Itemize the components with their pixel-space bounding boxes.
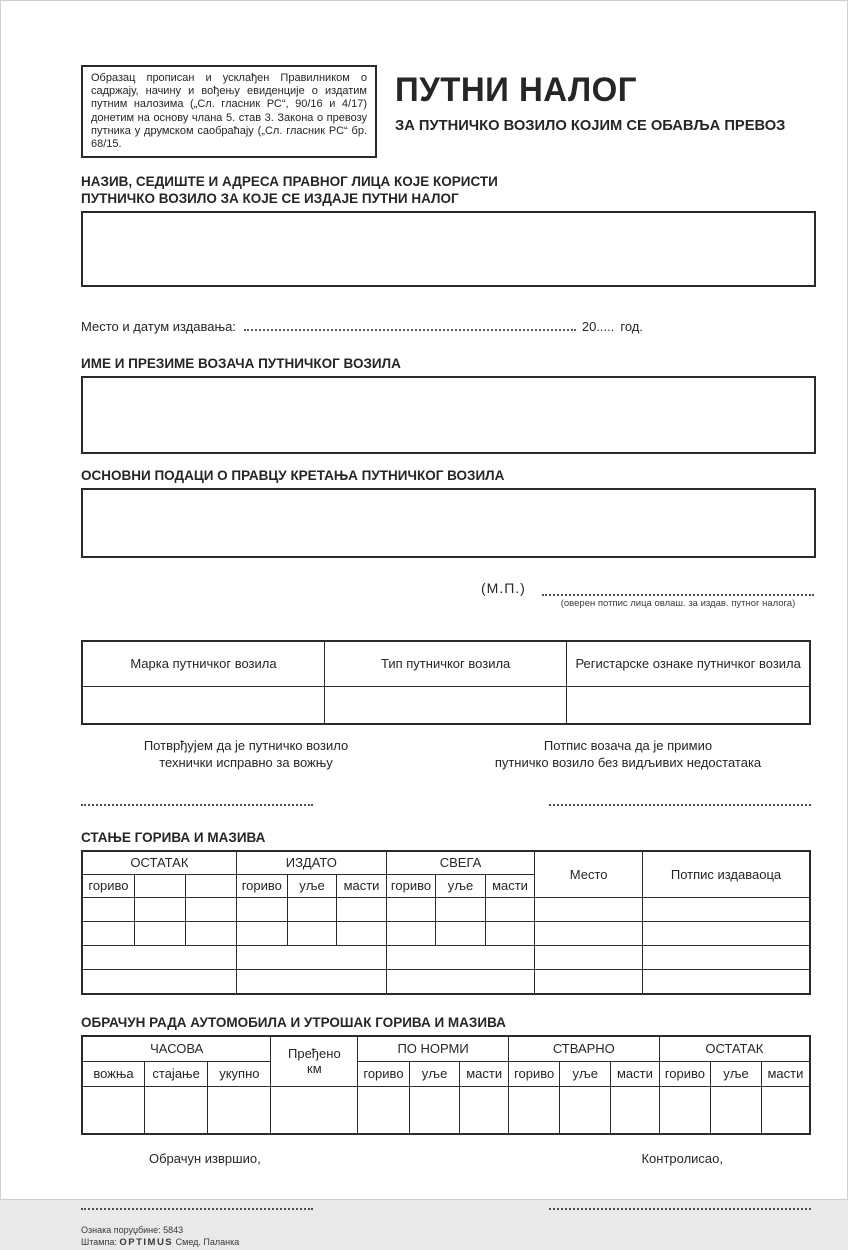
vehicle-table bbox=[81, 640, 811, 725]
calc-km-header-line1: Пређено bbox=[288, 1046, 341, 1062]
fuel-place-cell[interactable] bbox=[535, 921, 643, 945]
print-footer bbox=[81, 1224, 814, 1250]
issue-label: Место и датум издавања: bbox=[81, 318, 236, 334]
calc-norm-fuel-header: гориво bbox=[358, 1061, 409, 1086]
route-field[interactable] bbox=[81, 488, 816, 558]
fuel-place-cell[interactable] bbox=[535, 897, 643, 921]
fuel-cell[interactable] bbox=[436, 897, 486, 921]
calc-norm-group-header: ПО НОРМИ bbox=[358, 1036, 509, 1062]
company-field[interactable] bbox=[81, 211, 816, 287]
technical-confirmation-line1: Потврђујем да је путничко возило bbox=[143, 737, 349, 753]
vehicle-plate-cell[interactable] bbox=[567, 686, 810, 724]
fuel-place-cell[interactable] bbox=[535, 969, 643, 994]
fuel-cell[interactable] bbox=[337, 897, 387, 921]
fuel-cell[interactable] bbox=[236, 897, 287, 921]
vehicle-type-header: Тип путничког возила bbox=[324, 641, 566, 687]
order-code: Ознака поруџбине: 5843 bbox=[81, 1224, 184, 1235]
calc-group-header-row bbox=[82, 1036, 810, 1062]
fuel-cell[interactable] bbox=[236, 921, 287, 945]
fuel-remaining-col3-header bbox=[185, 874, 236, 897]
fuel-signature-cell[interactable] bbox=[643, 897, 811, 921]
company-heading-line1: НАЗИВ, СЕДИШТЕ И АДРЕСА ПРАВНОГ ЛИЦА КОЈЕ КОРИСТИ bbox=[81, 174, 498, 190]
calc-remaining-oil-header: уље bbox=[711, 1061, 762, 1086]
fuel-cell[interactable] bbox=[337, 921, 387, 945]
receipt-confirmation-text bbox=[442, 737, 814, 772]
calc-cell[interactable] bbox=[82, 1086, 145, 1134]
calc-table bbox=[81, 1035, 811, 1135]
calc-cell[interactable] bbox=[208, 1086, 271, 1134]
calc-subheader-row bbox=[82, 1061, 810, 1086]
fuel-remaining-merged-cell[interactable] bbox=[82, 969, 236, 994]
fuel-cell[interactable] bbox=[485, 897, 535, 921]
fuel-issued-fuel-header: гориво bbox=[236, 874, 287, 897]
calc-cell[interactable] bbox=[761, 1086, 810, 1134]
fuel-cell[interactable] bbox=[185, 897, 236, 921]
fuel-data-row-merged bbox=[82, 969, 810, 994]
fuel-total-merged-cell[interactable] bbox=[386, 945, 535, 969]
confirmation-row bbox=[81, 737, 814, 772]
calc-table-heading: ОБРАЧУН РАДА АУТОМОБИЛА И УТРОШАК ГОРИВА И МАЗИВА bbox=[81, 1014, 506, 1030]
technical-signature-line[interactable] bbox=[81, 802, 313, 806]
signoff-signature-lines bbox=[81, 1206, 811, 1210]
fuel-total-merged-cell[interactable] bbox=[386, 969, 535, 994]
calc-cell[interactable] bbox=[409, 1086, 460, 1134]
form-subtitle: ЗА ПУТНИЧКО ВОЗИЛО КОЈИМ СЕ ОБАВЉА ПРЕВОЗ bbox=[395, 117, 786, 134]
fuel-issuer-signature-header: Потпис издаваоца bbox=[643, 851, 811, 898]
vehicle-make-cell[interactable] bbox=[82, 686, 324, 724]
calc-actual-fuel-header: гориво bbox=[508, 1061, 559, 1086]
fuel-issued-oil-header: уље bbox=[287, 874, 337, 897]
stamp-row bbox=[81, 580, 814, 624]
fuel-cell[interactable] bbox=[386, 897, 436, 921]
issue-year-prefix: 20..... bbox=[581, 318, 615, 334]
fuel-cell[interactable] bbox=[134, 921, 185, 945]
technical-confirmation-text bbox=[81, 737, 411, 772]
calc-data-row bbox=[82, 1086, 810, 1134]
fuel-remaining-merged-cell[interactable] bbox=[82, 945, 236, 969]
company-section-heading bbox=[81, 174, 814, 208]
fuel-cell[interactable] bbox=[134, 897, 185, 921]
calc-norm-grease-header: масти bbox=[460, 1061, 509, 1086]
issue-line bbox=[81, 319, 643, 334]
fuel-total-oil-header: уље bbox=[436, 874, 486, 897]
calc-remaining-group-header: ОСТАТАК bbox=[659, 1036, 810, 1062]
vehicle-table-row bbox=[82, 686, 810, 724]
fuel-place-header: Место bbox=[535, 851, 643, 898]
calc-km-cell[interactable] bbox=[271, 1086, 358, 1134]
confirmation-signature-lines bbox=[81, 802, 811, 806]
calc-cell[interactable] bbox=[560, 1086, 611, 1134]
issue-year-suffix: год. bbox=[620, 318, 643, 334]
fuel-signature-cell[interactable] bbox=[643, 945, 811, 969]
fuel-total-group-header: СВЕГА bbox=[386, 851, 535, 875]
fuel-cell[interactable] bbox=[287, 921, 337, 945]
fuel-issued-merged-cell[interactable] bbox=[236, 945, 386, 969]
driver-section-heading: ИМЕ И ПРЕЗИМЕ ВОЗАЧА ПУТНИЧКОГ ВОЗИЛА bbox=[81, 355, 401, 371]
fuel-cell[interactable] bbox=[185, 921, 236, 945]
vehicle-table-header-row bbox=[82, 641, 810, 687]
driver-signature-line[interactable] bbox=[549, 802, 811, 806]
calc-remaining-grease-header: масти bbox=[761, 1061, 810, 1086]
calc-cell[interactable] bbox=[611, 1086, 660, 1134]
signoff-row bbox=[81, 1151, 811, 1166]
fuel-issued-group-header: ИЗДАТО bbox=[236, 851, 386, 875]
fuel-remaining-fuel-header: гориво bbox=[82, 874, 134, 897]
receipt-confirmation-line2: путничко возило без видљивих недостатака bbox=[494, 755, 762, 771]
calc-actual-grease-header: масти bbox=[611, 1061, 660, 1086]
fuel-cell[interactable] bbox=[82, 921, 134, 945]
fuel-cell[interactable] bbox=[386, 921, 436, 945]
regulation-note-text: Образац прописан и усклађен Правилником о садржају, начину и вођењу евиденције о издатим путним налозима („Сл. гласник РС“, 90/16 и 4/17) донетим на основу члана 5. став 3. Закона о превозу путника у друмском саобраћају („Сл. гласник РС“ бр. 68/15. bbox=[91, 72, 367, 150]
calc-cell[interactable] bbox=[659, 1086, 710, 1134]
vehicle-plate-header: Регистарске ознаке путничког возила bbox=[567, 641, 810, 687]
technical-confirmation-line2: технички исправно за вожњу bbox=[159, 755, 333, 771]
fuel-cell[interactable] bbox=[82, 897, 134, 921]
calc-cell[interactable] bbox=[508, 1086, 559, 1134]
calc-standing-header: стајање bbox=[145, 1061, 208, 1086]
printer-label: Штампа: bbox=[81, 1236, 117, 1247]
fuel-place-cell[interactable] bbox=[535, 945, 643, 969]
authorized-signature-block bbox=[542, 580, 814, 609]
authorized-signature-caption: (оверен потпис лица овлаш. за издав. путног налога) bbox=[560, 597, 796, 609]
fuel-data-row-merged bbox=[82, 945, 810, 969]
vehicle-type-cell[interactable] bbox=[324, 686, 566, 724]
fuel-table-heading: СТАЊЕ ГОРИВА И МАЗИВА bbox=[81, 829, 266, 845]
printer-line bbox=[81, 1236, 814, 1250]
title-block bbox=[395, 65, 793, 134]
stamp-placeholder: (М.П.) bbox=[481, 579, 526, 596]
printer-city: Смед. Паланка bbox=[175, 1236, 240, 1247]
fuel-remaining-group-header: ОСТАТАК bbox=[82, 851, 236, 875]
company-heading-line2: ПУТНИЧКО ВОЗИЛО ЗА КОЈЕ СЕ ИЗДАЈЕ ПУТНИ НАЛОГ bbox=[81, 191, 459, 206]
calculated-by-label: Обрачун извршио, bbox=[149, 1150, 261, 1166]
calc-hours-group-header: ЧАСОВА bbox=[82, 1036, 271, 1062]
fuel-issued-grease-header: масти bbox=[337, 874, 387, 897]
controlled-by-signature-line[interactable] bbox=[549, 1206, 811, 1210]
receipt-confirmation-line1: Потпис возача да је примио bbox=[543, 737, 713, 753]
calc-cell[interactable] bbox=[358, 1086, 409, 1134]
fuel-total-fuel-header: гориво bbox=[386, 874, 436, 897]
fuel-cell[interactable] bbox=[485, 921, 535, 945]
calc-km-header-line2: км bbox=[307, 1061, 322, 1077]
form-header bbox=[81, 65, 814, 158]
calc-actual-group-header: СТВАРНО bbox=[508, 1036, 659, 1062]
calc-cell[interactable] bbox=[460, 1086, 509, 1134]
form-title: ПУТНИ НАЛОГ bbox=[395, 71, 637, 109]
calc-km-header bbox=[271, 1036, 358, 1087]
calc-cell[interactable] bbox=[711, 1086, 762, 1134]
calc-driving-header: вожња bbox=[82, 1061, 145, 1086]
fuel-table bbox=[81, 850, 811, 995]
printer-logo: OPTIMUS bbox=[119, 1236, 174, 1248]
calc-actual-oil-header: уље bbox=[560, 1061, 611, 1086]
fuel-total-grease-header: масти bbox=[485, 874, 535, 897]
calc-remaining-fuel-header: гориво bbox=[659, 1061, 710, 1086]
fuel-cell[interactable] bbox=[436, 921, 486, 945]
issue-date-fill-line[interactable] bbox=[244, 328, 576, 331]
fuel-issued-merged-cell[interactable] bbox=[236, 969, 386, 994]
controlled-by-label: Контролисао, bbox=[641, 1150, 723, 1166]
fuel-signature-cell[interactable] bbox=[643, 921, 811, 945]
fuel-group-header-row bbox=[82, 851, 810, 875]
calculated-by-signature-line[interactable] bbox=[81, 1206, 313, 1210]
driver-field[interactable] bbox=[81, 376, 816, 454]
route-section-heading: ОСНОВНИ ПОДАЦИ О ПРАВЦУ КРЕТАЊА ПУТНИЧКОГ ВОЗИЛА bbox=[81, 467, 505, 483]
calc-total-hours-header: укупно bbox=[208, 1061, 271, 1086]
fuel-data-row bbox=[82, 921, 810, 945]
fuel-data-row bbox=[82, 897, 810, 921]
fuel-signature-cell[interactable] bbox=[643, 969, 811, 994]
fuel-cell[interactable] bbox=[287, 897, 337, 921]
calc-norm-oil-header: уље bbox=[409, 1061, 460, 1086]
regulation-note-box bbox=[81, 65, 377, 158]
calc-cell[interactable] bbox=[145, 1086, 208, 1134]
vehicle-make-header: Марка путничког возила bbox=[82, 641, 324, 687]
authorized-signature-line[interactable] bbox=[542, 592, 814, 596]
fuel-remaining-col2-header bbox=[134, 874, 185, 897]
